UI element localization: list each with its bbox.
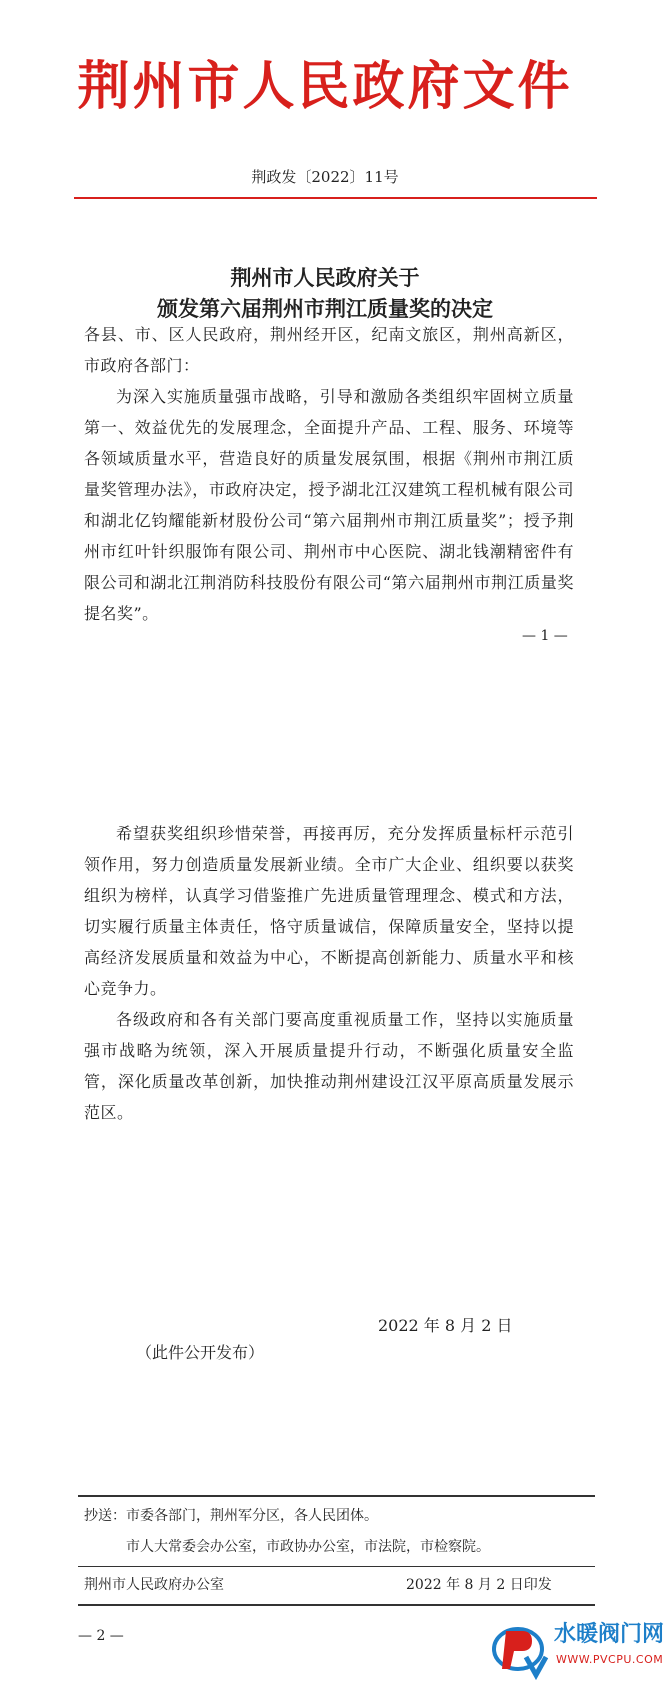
paragraph-3: 各级政府和各有关部门要高度重视质量工作，坚持以实施质量强市战略为统领，深入开展质量提升行动，不断强化质量安全监管，深化质量改革创新，加快推动荆州建设江汉平原高质量发展示范区。 (84, 1010, 574, 1122)
page-number-1: — 1 — (522, 628, 568, 644)
document-number: 荆政发〔2022〕11号 (251, 168, 399, 186)
release-note: （此件公开发布） (136, 1343, 265, 1362)
paragraph-2: 希望获奖组织珍惜荣誉，再接再厉，充分发挥质量标杆示范引领作用，努力创造质量发展新业绩。全市广大企业、组织要以获奖组织为榜样，认真学习借鉴推广先进质量管理理念、模式和方法，切实履行质量主体责任，恪守质量诚信，保障质量安全，坚持以提高经济发展质量和效益为中心，不断提高创新能力、质量水平和核心竞争力。 (84, 824, 574, 998)
cc-top-rule (78, 1495, 595, 1497)
watermark-logo-icon (492, 1617, 554, 1677)
document-title (0, 262, 650, 324)
issuer-banner: 荆州市人民政府文件 (77, 57, 573, 117)
watermark-site-name: 水暖阀门网 (554, 1622, 664, 1647)
title-line-1: 荆州市人民政府关于 (230, 265, 420, 290)
paragraph-1: 为深入实施质量强市战略，引导和激励各类组织牢固树立质量第一、效益优先的发展理念，全面提升产品、工程、服务、环境等各领域质量水平，营造良好的质量发展氛围，根据《荆州市荆江质量奖管理办法》，市政府决定，授予湖北江汉建筑工程机械有限公司和湖北亿钧耀能新材股份公司“第六届荆州市荆江质量奖”；授予荆州市红叶针织服饰有限公司、荆州市中心医院、湖北钱潮精密件有限公司和湖北江荆消防科技股份有限公司“第六届荆州市荆江质量奖提名奖”。 (84, 387, 574, 623)
title-line-2: 颁发第六届荆州市荆江质量奖的决定 (157, 296, 493, 321)
page2-body (84, 818, 574, 1128)
cc-middle-rule (78, 1566, 595, 1567)
cc-bottom-rule (78, 1604, 595, 1606)
issue-date: 2022 年 8 月 2 日 (378, 1316, 513, 1335)
addressee: 各县、市、区人民政府，荆州经开区，纪南文旅区，荆州高新区，市政府各部门： (84, 325, 574, 375)
cc-line-2: 市人大常委会办公室，市政协办公室，市法院，市检察院。 (126, 1539, 490, 1555)
page1-body (84, 319, 574, 629)
red-divider (74, 197, 597, 199)
cc-line-1: 抄送：市委各部门，荆州军分区，各人民团体。 (84, 1508, 378, 1524)
footer-office: 荆州市人民政府办公室 (84, 1577, 224, 1593)
watermark-url: WWW.PVCPU.COM (556, 1653, 664, 1666)
page-number-2: — 2 — (78, 1628, 124, 1644)
site-watermark (492, 1611, 664, 1681)
footer-print-date: 2022 年 8 月 2 日印发 (406, 1577, 552, 1593)
